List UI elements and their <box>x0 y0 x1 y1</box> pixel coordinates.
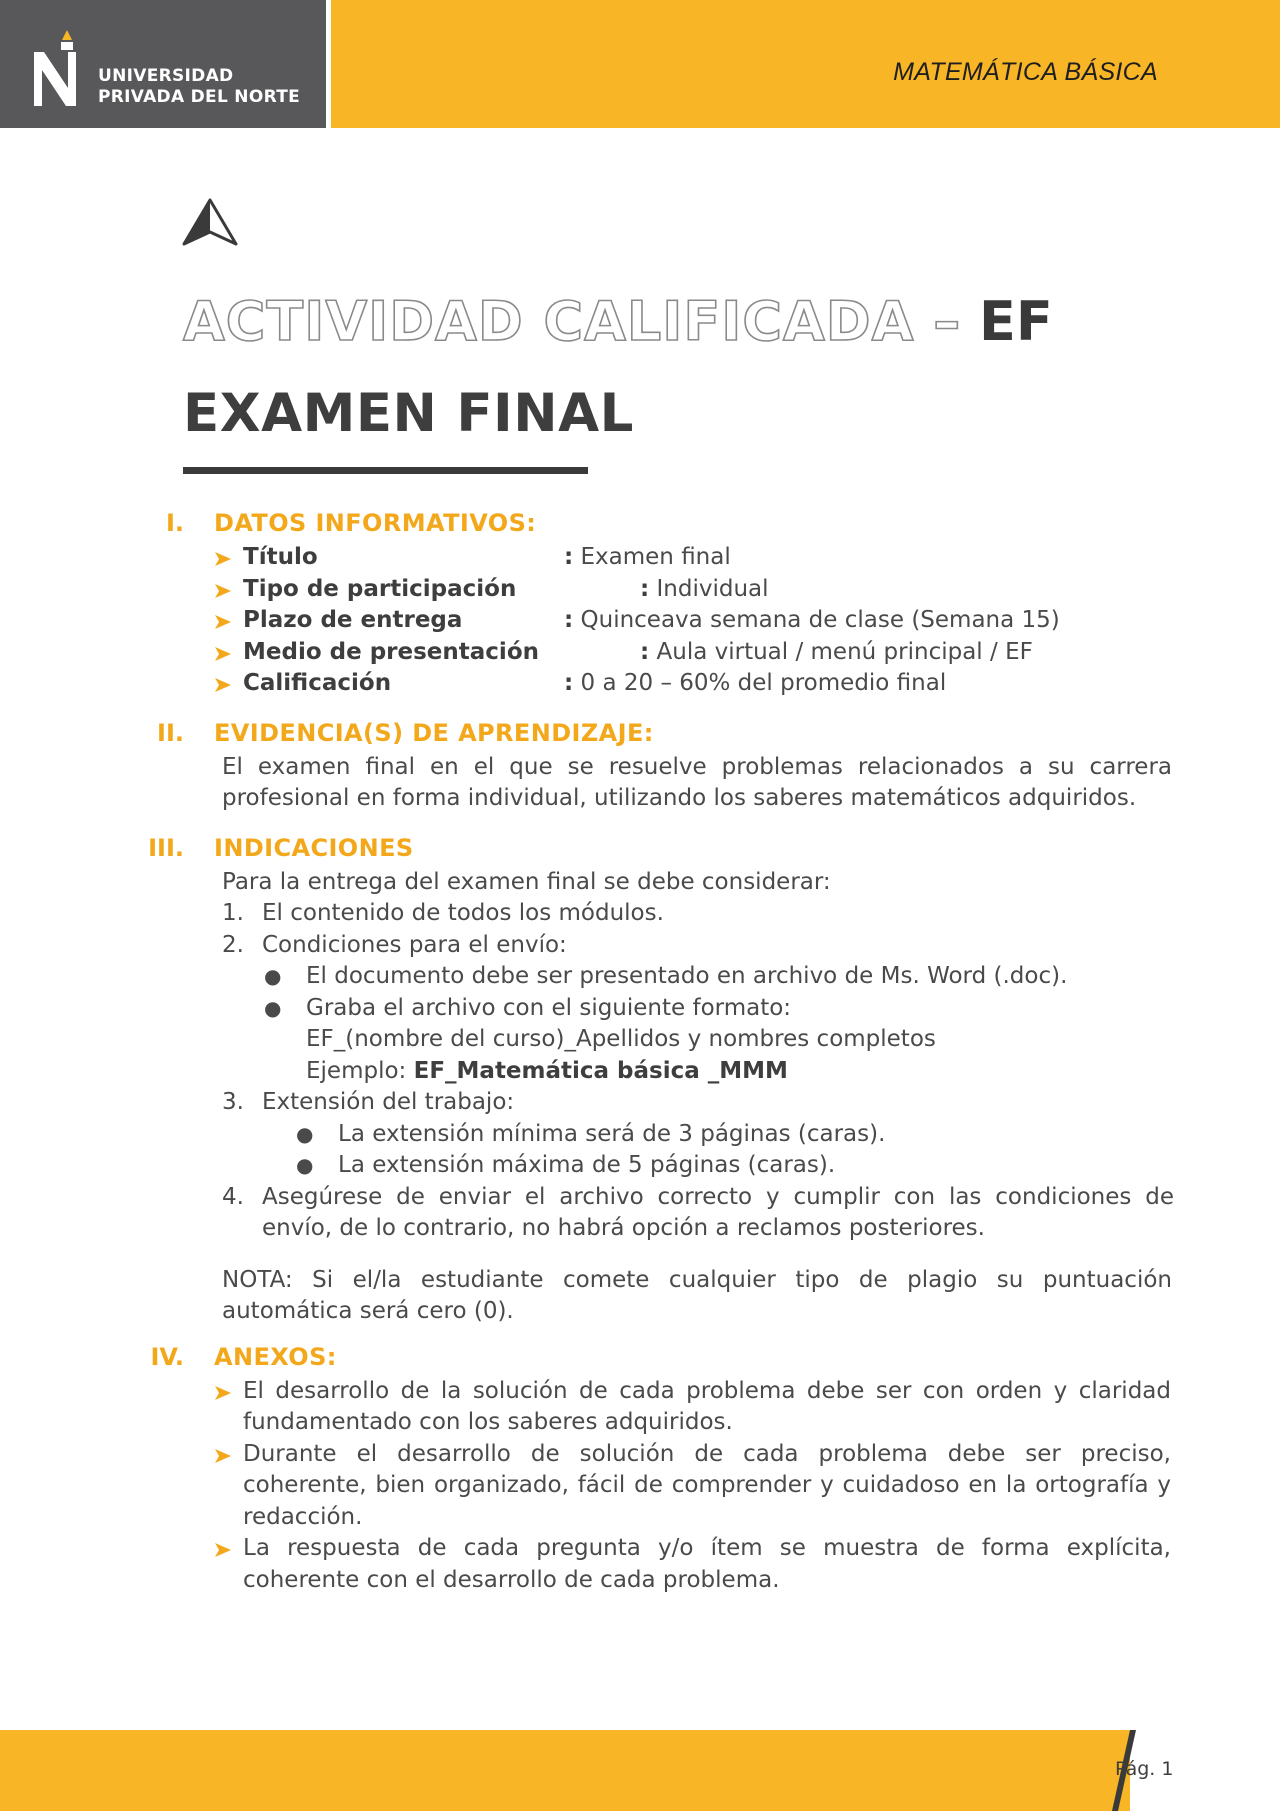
list-number: 4. <box>222 1183 244 1210</box>
section-heading <box>0 718 1280 752</box>
list-text: Asegúrese de enviar el archivo correcto y cumplir con las condiciones de envío, de lo contrario, no habrá opción a reclamos posteriores. <box>262 1183 1174 1241</box>
info-separator: : <box>640 638 650 665</box>
info-row-plazo <box>0 605 1173 637</box>
info-key: Tipo de participación <box>243 575 517 602</box>
info-key: Calificación <box>243 670 392 696</box>
info-value-text: Examen final <box>573 544 731 570</box>
bullet-item <box>0 1119 1168 1151</box>
list-text: Condiciones para el envío: <box>262 931 567 958</box>
annex-item <box>0 1376 1171 1439</box>
arrow-bullet-icon <box>214 1542 232 1558</box>
list-item <box>0 1182 1174 1245</box>
section-number: I. <box>165 509 184 537</box>
info-row-tipo <box>0 574 1173 606</box>
annex-item <box>0 1439 1171 1534</box>
info-separator: : <box>564 607 574 633</box>
bullet-dot-icon: ● <box>296 1153 314 1177</box>
bullet-item <box>0 993 1166 1025</box>
compass-arrow-icon <box>182 198 238 246</box>
info-value <box>640 574 769 606</box>
list-text: Extensión del trabajo: <box>262 1089 515 1115</box>
list-text: El contenido de todos los módulos. <box>262 900 664 926</box>
list-item <box>0 930 1174 962</box>
indications-intro: Para la entrega del examen final se debe considerar: <box>222 868 831 895</box>
info-key: Plazo de entrega <box>243 607 463 633</box>
page-title: EXAMEN FINAL <box>183 383 634 444</box>
university-name <box>98 66 300 108</box>
list-number: 1. <box>222 900 244 926</box>
activity-title-dash: – <box>914 290 980 353</box>
arrow-bullet-icon <box>214 646 232 662</box>
title-underline <box>183 467 588 474</box>
evidence-text: El examen final en el que se resuelve problemas relacionados a su carrera profesional en forma individual, utilizando los saberes matemáticos adquiridos. <box>222 753 1172 811</box>
info-separator: : <box>640 575 650 602</box>
info-row-medio <box>0 637 1173 669</box>
section-heading <box>0 508 1280 542</box>
example-filename: EF_Matemática básica _MMM <box>413 1057 788 1084</box>
university-line1: UNIVERSIDAD <box>98 66 234 86</box>
bullet-item <box>0 1150 1168 1182</box>
info-value-text: Quinceava semana de clase (Semana 15) <box>573 607 1060 633</box>
plagiarism-note: NOTA: Si el/la estudiante comete cualquier tipo de plagio su puntuación automática será cero (0). <box>222 1266 1172 1324</box>
bullet-text: La extensión mínima será de 3 páginas (caras). <box>338 1120 886 1147</box>
bullet-dot-icon: ● <box>296 1121 314 1146</box>
bullet-text: El documento debe ser presentado en archivo de Ms. Word (.doc). <box>306 963 1068 989</box>
activity-title-outline: ACTIVIDAD CALIFICADA <box>183 290 915 353</box>
footer-bar <box>0 1730 1130 1811</box>
section-heading <box>0 1342 1280 1376</box>
example-line <box>0 1056 1280 1088</box>
bullet-item <box>0 961 1166 993</box>
section-number: III. <box>148 833 184 862</box>
annex-text: El desarrollo de la solución de cada problema debe ser con orden y claridad fundamentado con los saberes adquiridos. <box>243 1377 1171 1435</box>
info-value-text: Aula virtual / menú principal / EF <box>649 638 1033 665</box>
section-evidencias <box>0 718 1280 815</box>
list-number: 3. <box>222 1089 244 1115</box>
section-title: DATOS INFORMATIVOS: <box>214 509 537 537</box>
section-heading <box>0 833 1280 867</box>
list-number: 2. <box>222 931 244 958</box>
bullet-text: Graba el archivo con el siguiente formato: <box>306 994 792 1021</box>
list-item <box>0 898 1174 930</box>
arrow-bullet-icon <box>214 1448 232 1464</box>
university-line2: PRIVADA DEL NORTE <box>98 87 301 107</box>
page-number: Pág. 1 <box>1115 1758 1174 1780</box>
annex-item <box>0 1533 1171 1596</box>
arrow-bullet-icon <box>214 614 232 630</box>
arrow-bullet-icon <box>214 551 232 567</box>
arrow-bullet-icon <box>214 1385 232 1401</box>
info-value <box>640 637 1033 669</box>
activity-code: EF <box>979 290 1053 353</box>
example-prefix: Ejemplo: <box>306 1057 414 1084</box>
annex-text: Durante el desarrollo de solución de cada problema debe ser preciso, coherente, bien organizado, fácil de comprender y cuidadoso en la ortografía y redacción. <box>243 1440 1171 1530</box>
info-separator: : <box>564 544 574 570</box>
list-item <box>0 1087 1174 1119</box>
header-logo-block <box>0 0 326 128</box>
section-title: INDICACIONES <box>214 833 414 862</box>
info-value <box>564 605 1060 637</box>
course-name: MATEMÁTICA BÁSICA <box>893 58 1158 86</box>
section-anexos <box>0 1342 1280 1597</box>
document-body <box>0 508 1280 1596</box>
bullet-text: La extensión máxima de 5 páginas (caras). <box>338 1152 836 1178</box>
info-separator: : <box>564 670 574 696</box>
info-value <box>564 668 946 700</box>
info-key: Título <box>243 544 318 570</box>
section-indicaciones <box>0 833 1280 1328</box>
bullet-dot-icon: ● <box>264 995 282 1020</box>
info-row-titulo <box>0 542 1173 574</box>
info-row-calificacion <box>0 668 1173 700</box>
upn-n-logo-icon <box>28 30 88 112</box>
info-value <box>564 542 731 574</box>
info-key: Medio de presentación <box>243 638 539 665</box>
annex-text: La respuesta de cada pregunta y/o ítem se muestra de forma explícita, coherente con el desarrollo de cada problema. <box>243 1535 1171 1593</box>
section-title: ANEXOS: <box>214 1342 337 1371</box>
section-datos-informativos <box>0 508 1280 700</box>
arrow-bullet-icon <box>214 583 232 599</box>
activity-title <box>183 290 1053 354</box>
info-value-text: 0 a 20 – 60% del promedio final <box>573 670 947 696</box>
info-value-text: Individual <box>649 575 769 602</box>
bullet-dot-icon: ● <box>264 964 282 988</box>
format-line: EF_(nombre del curso)_Apellidos y nombres completos <box>306 1026 936 1052</box>
arrow-bullet-icon <box>214 677 232 693</box>
section-title: EVIDENCIA(S) DE APRENDIZAJE: <box>214 718 654 747</box>
section-number: II. <box>157 718 184 747</box>
section-number: IV. <box>150 1342 184 1371</box>
